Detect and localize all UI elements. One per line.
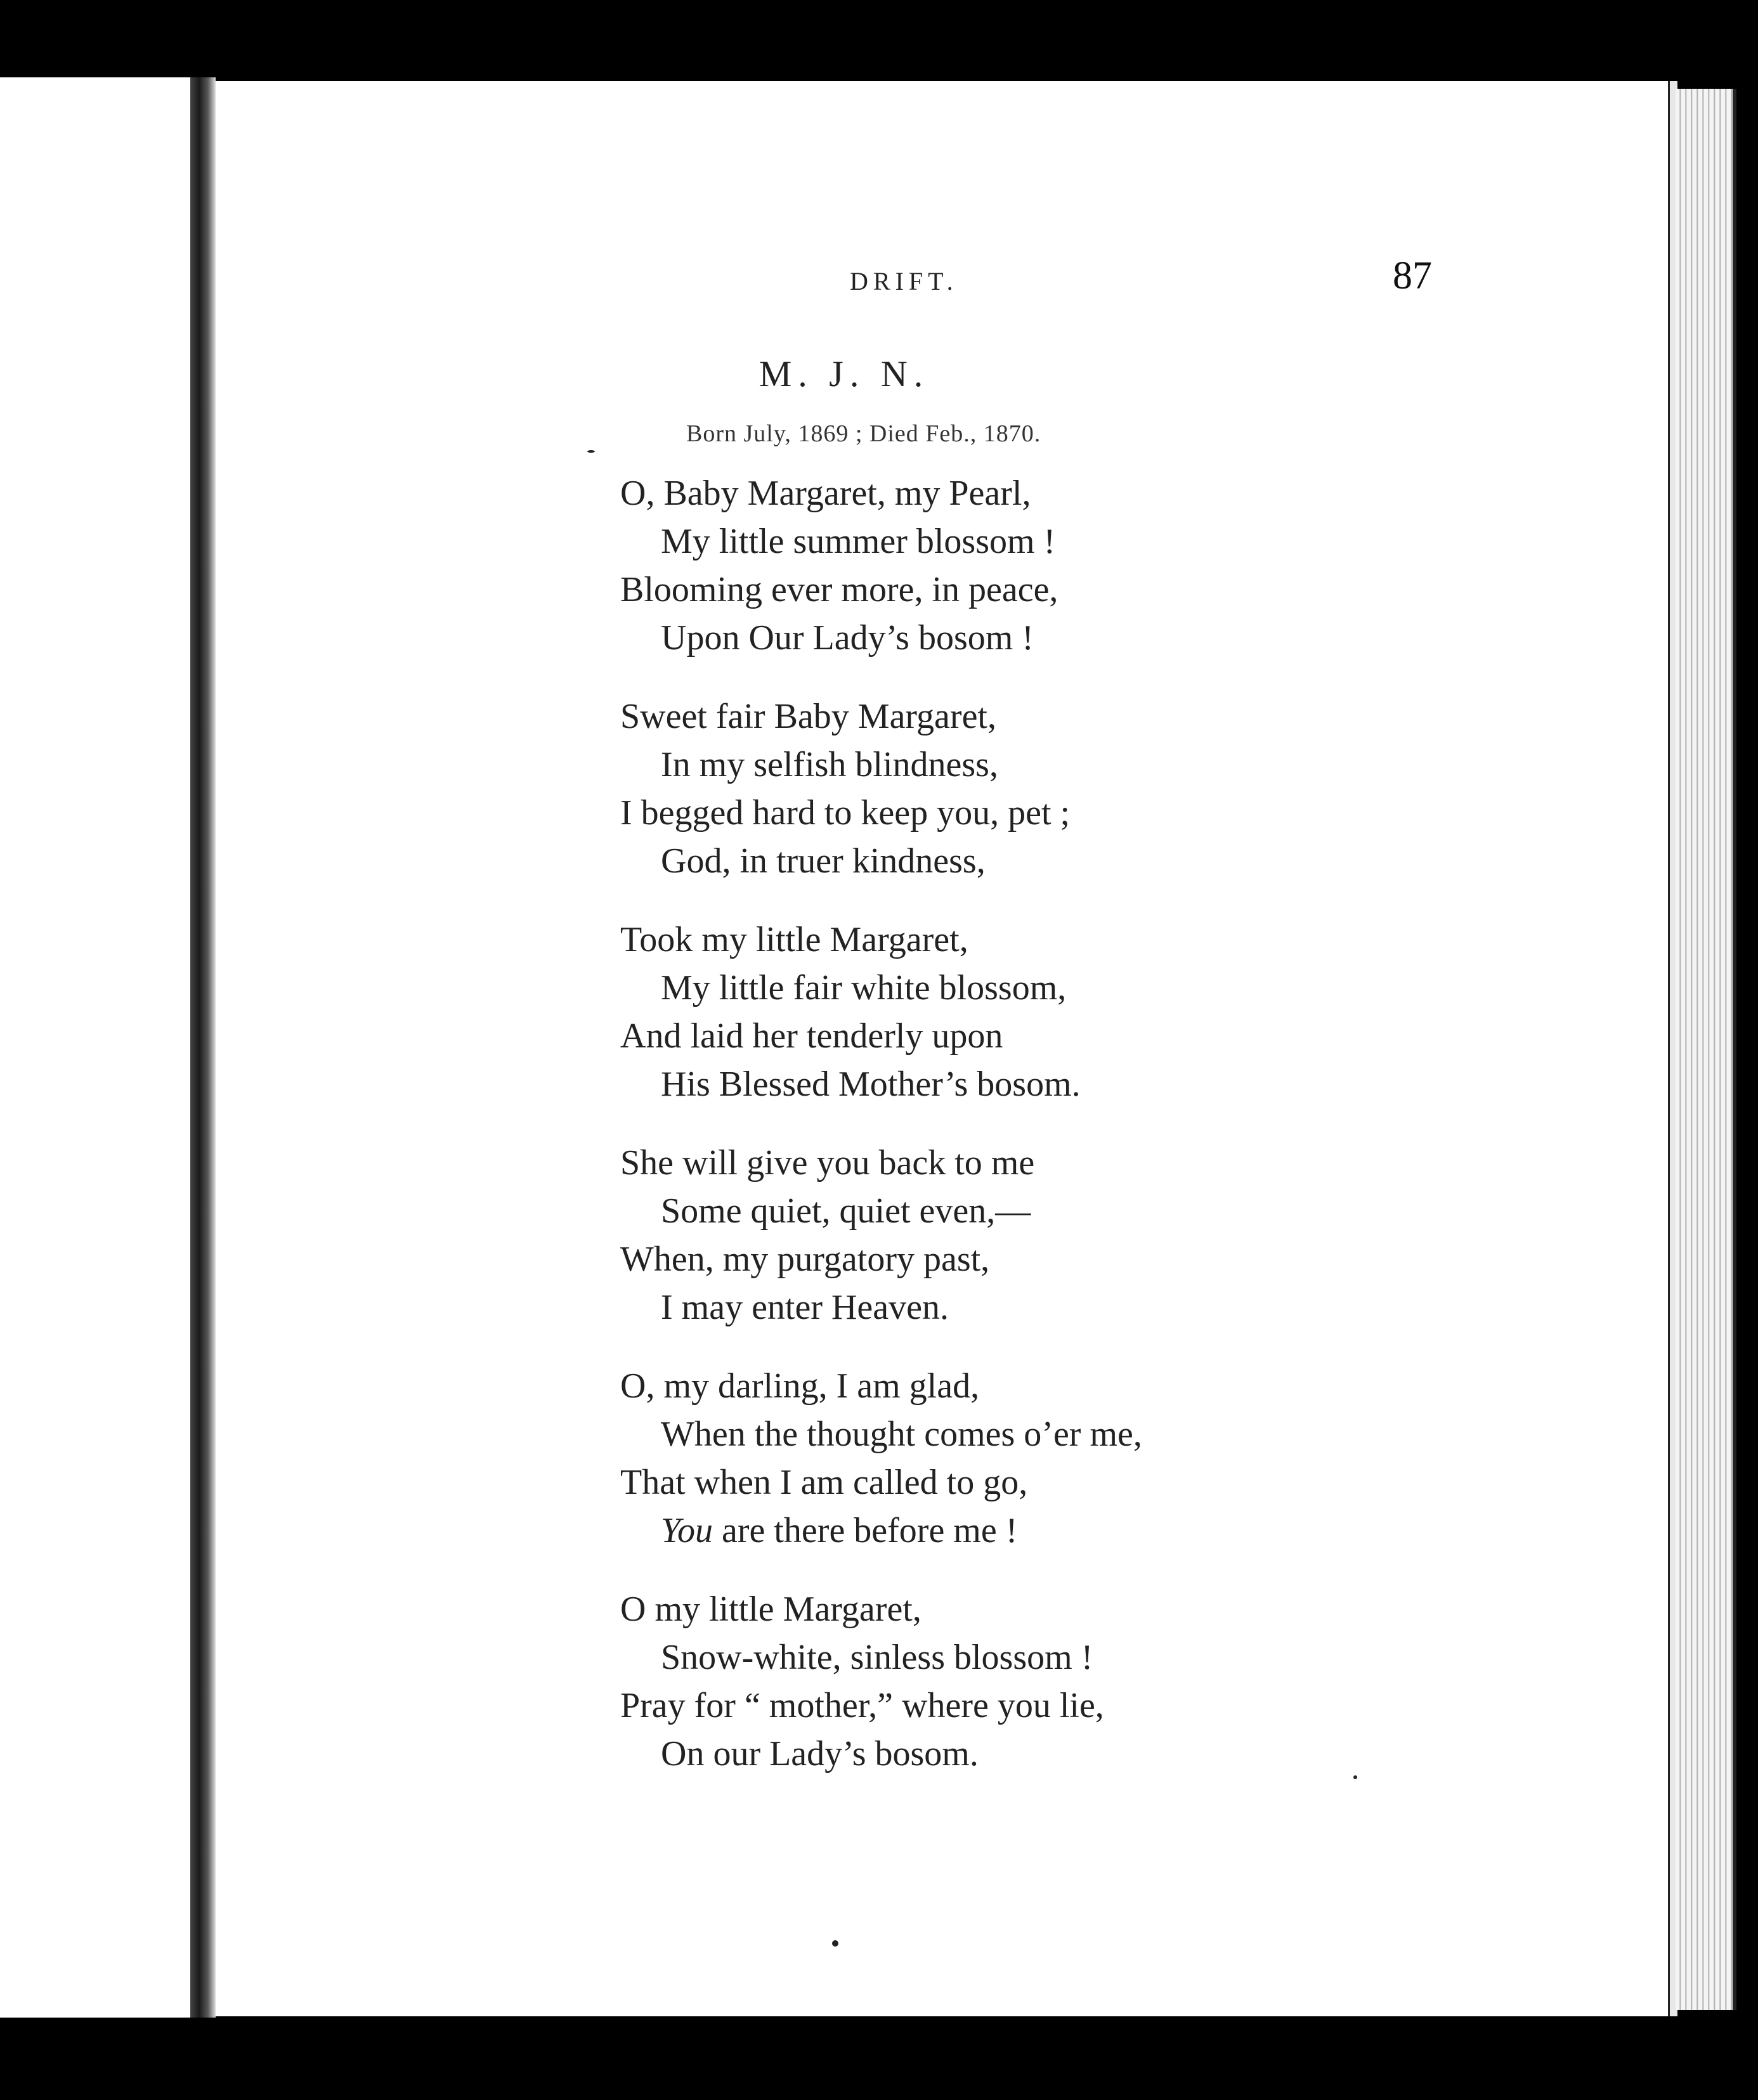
poem-line: My little summer blossom ! — [661, 522, 1056, 561]
stanza-6 — [620, 1585, 1572, 1778]
poem-line: She will give you back to me — [620, 1143, 1035, 1183]
poem-title — [0, 353, 1758, 395]
poem-line: In my selfish blindness, — [661, 745, 998, 784]
poem-title-text: M. J. N. — [759, 353, 930, 394]
poem-line: Took my little Margaret, — [620, 920, 968, 959]
poem-line: Sweet fair Baby Margaret, — [620, 697, 996, 736]
poem-line: O, my darling, I am glad, — [620, 1366, 980, 1406]
poem-line: His Blessed Mother’s bosom. — [661, 1065, 1081, 1104]
poem-line: Pray for “ mother,” where you lie, — [620, 1686, 1104, 1725]
poem-line: O, Baby Margaret, my Pearl, — [620, 474, 1031, 513]
poem-line: Snow-white, sinless blossom ! — [661, 1638, 1093, 1677]
poem-line: O my little Margaret, — [620, 1590, 921, 1629]
poem-line — [620, 1507, 1572, 1555]
poem-line: Some quiet, quiet even,— — [661, 1191, 1031, 1231]
stanza-4 — [620, 1139, 1572, 1332]
stanza-5 — [620, 1362, 1572, 1555]
ink-speck — [1353, 1775, 1357, 1779]
poem-dates: Born July, 1869 ; Died Feb., 1870. — [686, 420, 1041, 447]
poem-line: When, my purgatory past, — [620, 1240, 990, 1279]
poem-line: And laid her tenderly upon — [620, 1016, 1003, 1056]
poem-line: Blooming ever more, in peace, — [620, 570, 1058, 609]
poem-line: I begged hard to keep you, pet ; — [620, 793, 1071, 833]
poem-line: God, in truer kindness, — [661, 841, 986, 881]
emphasized-word: You — [661, 1511, 713, 1550]
poem-line: My little fair white blossom, — [661, 968, 1067, 1008]
poem-line: Upon Our Lady’s bosom ! — [661, 618, 1034, 658]
poem-line: I may enter Heaven. — [661, 1288, 949, 1327]
poem-line: On our Lady’s bosom. — [661, 1734, 979, 1773]
stanza-1 — [620, 469, 1572, 662]
poem-line-rest: are there before me ! — [713, 1511, 1018, 1550]
poem-body — [620, 469, 1572, 1808]
ink-speck — [832, 1940, 838, 1947]
poem-line: When the thought comes o’er me, — [661, 1415, 1142, 1454]
poem-line: That when I am called to go, — [620, 1463, 1028, 1502]
stanza-3 — [620, 916, 1572, 1108]
page-number: 87 — [1393, 254, 1432, 297]
ink-speck — [587, 450, 595, 453]
running-head: DRIFT. — [850, 267, 958, 295]
stanza-2 — [620, 692, 1572, 885]
